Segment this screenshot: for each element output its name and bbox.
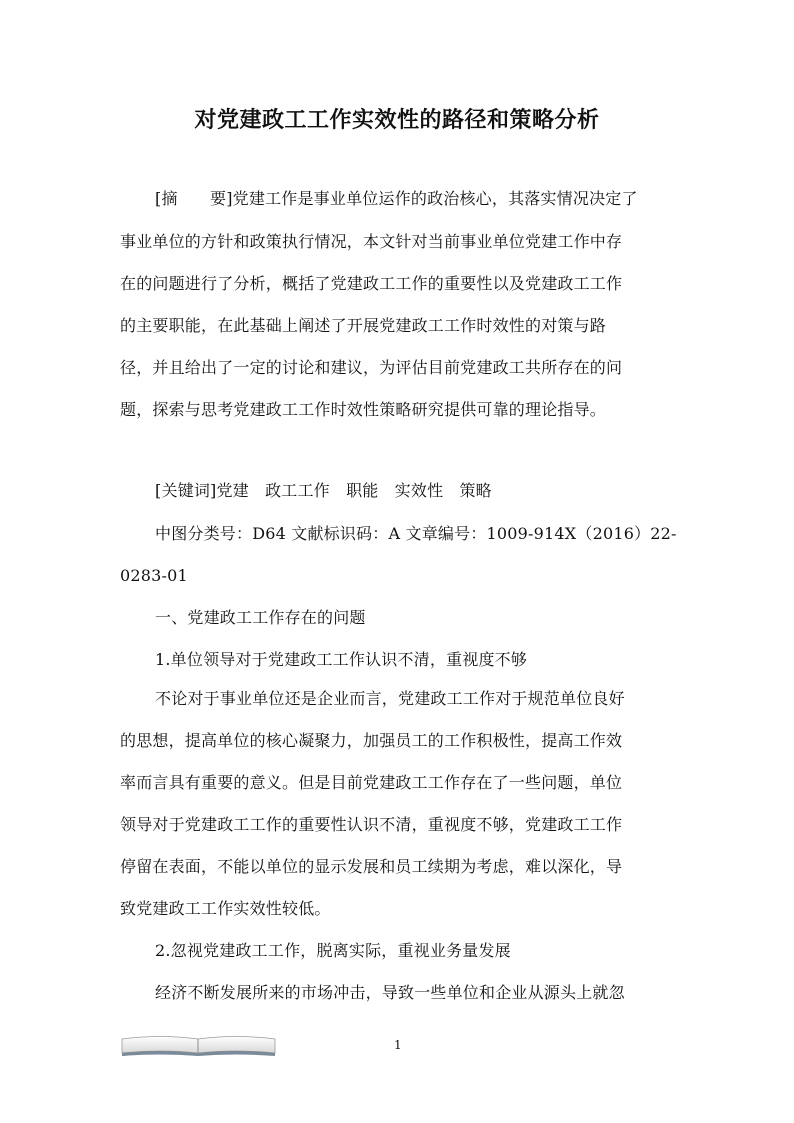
abstract-line: 的主要职能，在此基础上阐述了开展党建政工工作时效性的对策与路 xyxy=(120,316,607,335)
paragraph-line: 率而言具有重要的意义。但是目前党建政工工作存在了一些问题，单位 xyxy=(120,773,623,792)
abstract-line: [摘 要]党建工作是事业单位运作的政治核心，其落实情况决定了 xyxy=(155,189,638,208)
sub-heading-2: 2.忽视党建政工工作，脱离实际，重视业务量发展 xyxy=(155,941,511,960)
document-title: 对党建政工工作实效性的路径和策略分析 xyxy=(194,108,600,133)
section-heading: 一、党建政工工作存在的问题 xyxy=(155,608,366,627)
classification-line: 中图分类号：D64 文献标识码：A 文章编号：1009-914X（2016）22- xyxy=(155,524,677,543)
classification-line-cont: 0283-01 xyxy=(120,566,188,585)
abstract-line: 径，并且给出了一定的讨论和建议，为评估目前党建政工共所存在的问 xyxy=(120,358,623,377)
paragraph-line: 致党建政工工作实效性较低。 xyxy=(120,899,331,918)
paragraph-line: 不论对于事业单位还是企业而言，党建政工工作对于规范单位良好 xyxy=(155,689,625,708)
abstract-line: 事业单位的方针和政策执行情况，本文针对当前事业单位党建工作中存 xyxy=(120,232,623,251)
paragraph-line: 领导对于党建政工工作的重要性认识不清，重视度不够，党建政工工作 xyxy=(120,815,623,834)
book-decoration-icon xyxy=(120,1033,277,1057)
abstract-line: 在的问题进行了分析，概括了党建政工工作的重要性以及党建政工工作 xyxy=(120,274,623,293)
abstract-line: 题，探索与思考党建政工工作时效性策略研究提供可靠的理论指导。 xyxy=(120,400,607,419)
paragraph-line: 经济不断发展所来的市场冲击，导致一些单位和企业从源头上就忽 xyxy=(155,983,625,1002)
paragraph-line: 停留在表面，不能以单位的显示发展和员工续期为考虑，难以深化，导 xyxy=(120,857,623,876)
sub-heading-1: 1.单位领导对于党建政工工作认识不清，重视度不够 xyxy=(155,650,528,669)
paragraph-line: 的思想，提高单位的核心凝聚力，加强员工的工作积极性，提高工作效 xyxy=(120,731,623,750)
keywords-line: [关键词]党建 政工工作 职能 实效性 策略 xyxy=(155,481,492,500)
page-number: 1 xyxy=(394,1038,402,1052)
